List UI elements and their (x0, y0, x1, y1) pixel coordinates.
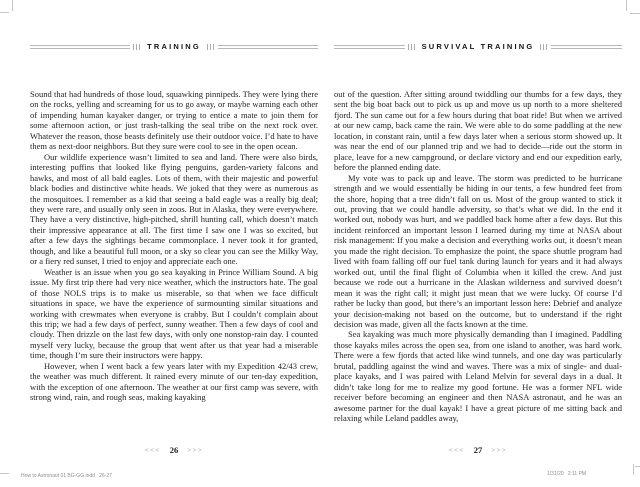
paragraph: Our wildlife experience wasn’t limited to sea and land. There were also birds, interesting puffins that looked like flying penguins, garden-variety falcons and hawks, and most of all bald eagles. Lots of them, with their majestic and powerful black bodies and distinctive white heads. We joked that they were as numerous as the mosquitoes. I remember as a kid that seeing a bald eagle was a really big deal; they were rare, and usually only seen in zoos. But in Alaska, they were everywhere. They have a very distinctive, high-pitched, shrill hunting call, which doesn’t match their impressive appearance at all. The first time I saw one I was so excited, but after a few days the sightings became commonplace. I never took it for granted, though, and like a beautiful full moon, or a sky so clear you can see the Milky Way, or a fiery red sunset, I tried to enjoy and appreciate each one. (30, 151, 318, 267)
crop-mark-top-left-horizontal (0, 12, 9, 13)
right-page-number: 27 (473, 445, 483, 455)
header-ornament-bars-icon (408, 44, 416, 50)
crop-mark-top-right-horizontal (630, 13, 640, 14)
crop-mark-bottom-right-horizontal (635, 466, 640, 467)
left-page-folio (30, 440, 318, 458)
header-rule-right (218, 45, 318, 49)
header-rule-left (30, 45, 130, 49)
right-page-folio (334, 440, 622, 458)
left-page-number: 26 (169, 445, 179, 455)
header-ornament-bars-icon (133, 44, 141, 50)
left-running-head (30, 42, 318, 51)
paragraph: Sound that had hundreds of those loud, squawking pinnipeds. They were lying there on the rocks, yelling and screaming for us to go away, or maybe warning each other of impending human kayaker danger, or trying to entice a mate to join them for some afternoon action, or just trash-talking the seal tribe on the next rock over. Whatever the reason, those beasts definitely use their outdoor voice. I’d hate to have them as next-door neighbors. But they sure were cool to see in the open ocean. (30, 89, 318, 152)
right-page (334, 36, 622, 460)
header-ornament-bars-icon (207, 44, 215, 50)
chevrons-left-icon: <<< (448, 447, 465, 454)
paragraph: However, when I went back a few years later with my Expedition 42/43 crew, the weather was much different. It rained every minute of our ten-day expedition, with the exception of one afternoon. The weather at our first camp was severe, with strong wind, rain, and rough seas, making kayaking (30, 360, 318, 403)
paragraph: Sea kayaking was much more physically demanding than I imagined. Paddling those kayaks miles across the open sea, from one island to another, was hard work. There were a few fjords that acted like wind tunnels, and one day was particularly brutal, paddling against the wind and waves. There was a mix of single- and dual-place kayaks, and I was paired with Leland Melvin for several days in a dual. It didn’t take long for me to realize my good fortune. He was a former NFL wide receiver before becoming an engineer and then NASA astronaut, and he was an awesome partner for the dual kayak! I have a great picture of me sitting back and relaxing while Leland paddles away, (334, 329, 622, 424)
right-page-header-title: SURVIVAL TRAINING (421, 42, 535, 51)
proof-datetime-slug: 1/31/20 2:11 PM (547, 471, 587, 477)
left-page-header-title: TRAINING (147, 42, 201, 51)
left-page (30, 36, 318, 460)
chevrons-right-icon: >>> (491, 447, 508, 454)
right-page-body (334, 89, 622, 424)
proof-filename-slug: How to Astronaut 01 BG-GG.indd 26-27 (21, 473, 112, 479)
header-ornament-bars-icon (540, 44, 548, 50)
chevrons-right-icon: >>> (187, 447, 204, 454)
header-rule-left (334, 45, 405, 49)
header-rule-right (551, 45, 622, 49)
crop-mark-top-left-vertical (12, 0, 13, 11)
paragraph: out of the question. After sitting around twiddling our thumbs for a few days, they sent the big boat back out to pick us up and move us up north to a more sheltered fjord. The sun came out for a few hours during that boat ride! But when we arrived at our new camp, back came the rain. We were able to do some paddling at the new location, in constant rain, until a few days later when a serious storm showed up. It was near the end of our planned trip and we had to decide—ride out the storm in place, leave for a new campground, or declare victory and end our expedition early, before the planned ending date. (334, 89, 622, 173)
crop-mark-top-right-vertical (626, 0, 627, 11)
right-running-head (334, 42, 622, 51)
paragraph: Weather is an issue when you go sea kayaking in Prince William Sound. A big issue. My first trip there had very nice weather, which the instructors hate. The goal of those NOLS trips is to make us miserable, so that when we face difficult situations in space, we have the experience of surmounting similar situations and working with crewmates when everyone is crabby. But I couldn’t complain about this trip; we had a few days of perfect, sunny weather. Then a few days of cool and cloudy. Then drizzle on the last few days, with only one nonstop-rain day. I counted myself very lucky, because the group that went after us that year had a miserable time, though I’m sure their instructors were happy. (30, 266, 318, 361)
crop-mark-bottom-right-vertical (633, 464, 634, 475)
paragraph: My vote was to pack up and leave. The storm was predicted to be hurricane strength and we would essentially be hiding in our tents, a few hundred feet from the shore, hoping that a tree didn’t fall on us. Most of the group wanted to stick it out, proving that we could handle adversity, so that’s what we did. In the end it worked out, nobody was hurt, and we paddled back home after a few days. But this incident reinforced an important lesson I learned during my time at NASA about risk management: If you make a decision and everything works out, it doesn’t mean you made the right decision. To emphasize the point, the space shuttle program had lived with foam falling off our fuel tank during launch for years and it had always worked out, until the final flight of Columbia when it killed the crew. And just because we rode out a hurricane in the Alaskan wilderness and survived doesn’t mean it was the right call; it might just mean that we were lucky. Of course I’d rather be lucky than good, but there’s an important lesson here: Debrief and analyze your decision-making not based on the outcome, but to understand if the right decision was made, given all the facts known at the time. (334, 172, 622, 329)
chevrons-left-icon: <<< (144, 447, 161, 454)
crop-mark-bottom-left-horizontal (0, 473, 9, 474)
left-page-body (30, 89, 318, 403)
